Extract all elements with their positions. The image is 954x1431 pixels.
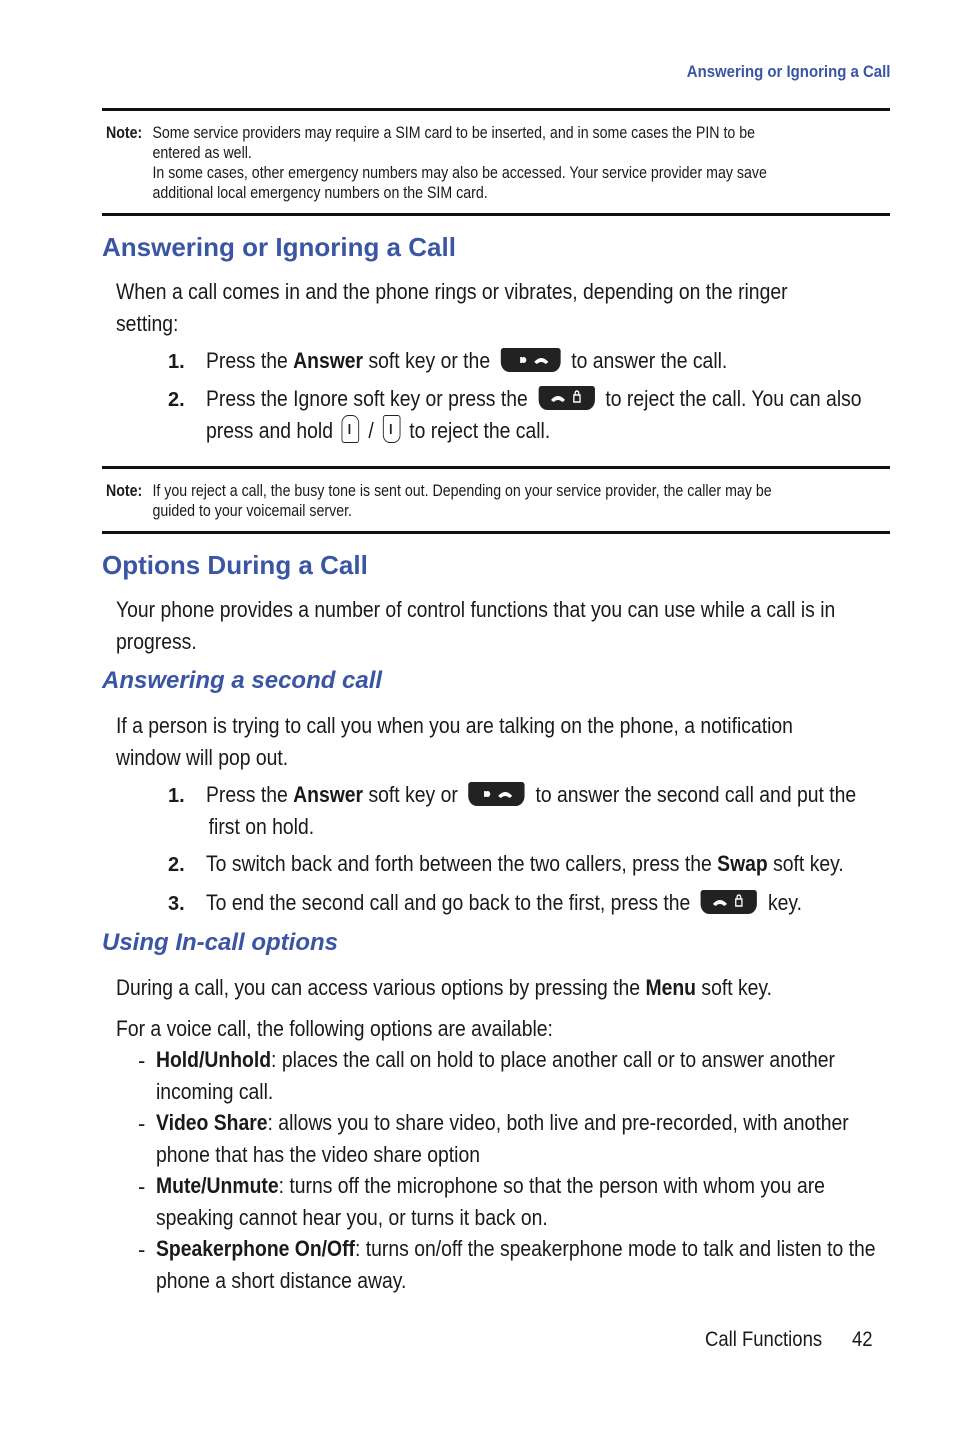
subheading-second-call: Answering a second call [102,667,383,694]
step-text: to reject the call. You can also [605,386,862,411]
step-text: Press the Ignore soft key or press the [206,386,528,411]
note-text: Some service providers may require a SIM card to be inserted, and in some cases the PIN to be [152,124,756,142]
option-text: speaking cannot hear you, or turns it back on. [156,1205,548,1230]
menu-softkey-label: Menu [645,975,697,1000]
step-text: soft key or the [363,348,491,373]
intro-line: setting: [116,311,179,336]
running-header: Answering or Ignoring a Call [686,62,890,81]
answer-softkey-label: Answer [293,782,364,807]
option-term: Mute/Unmute [156,1173,279,1198]
body-text: soft key. [696,975,773,1000]
step-number: 2. [168,854,185,876]
step-answer-second [206,779,892,843]
step-swap [206,848,892,880]
note-label: Note: [106,124,143,142]
note-text: guided to your voicemail server. [152,502,352,520]
step-text: to reject the call. [409,418,551,443]
section-heading-answering: Answering or Ignoring a Call [102,232,456,262]
volume-down-side-key-icon [383,415,401,443]
swap-softkey-label: Swap [717,851,768,876]
section-intro [116,594,890,658]
note-text: In some cases, other emergency numbers may also be accessed. Your service provider may save [152,164,767,182]
step-text: / [368,418,374,443]
note-box-reject [106,481,884,521]
options-paragraph: For a voice call, the following options are available: [116,1016,553,1041]
step-text: To end the second call and go back to the first, press the [206,890,691,915]
step-text: To switch back and forth between the two callers, press the [206,851,718,876]
step-text: first on hold. [208,814,315,839]
option-text: : turns on/off the speakerphone mode to talk and listen to the [355,1236,876,1261]
bullet-dash: - [138,1174,146,1199]
page-number: 42 [852,1328,873,1351]
option-text: incoming call. [156,1079,274,1104]
option-speakerphone [156,1233,886,1297]
step-number: 1. [168,351,185,373]
note-label: Note: [106,482,143,500]
step-text: soft key or [363,782,458,807]
option-video-share [156,1107,886,1171]
intro-line: If a person is trying to call you when you are talking on the phone, a notification [116,713,793,738]
step-text: Press the [206,782,294,807]
section-intro [116,276,890,340]
intro-line: When a call comes in and the phone rings or vibrates, depending on the ringer [116,279,788,304]
note-bottom-rule [102,213,890,216]
footer-section-name: Call Functions [705,1328,823,1351]
note-text: additional local emergency numbers on the SIM card. [152,184,488,202]
step-number: 2. [168,389,185,411]
step-number: 1. [168,785,185,807]
end-key-icon [538,386,594,410]
option-mute [156,1170,886,1234]
bullet-dash: - [138,1048,146,1073]
step-number: 3. [168,893,185,915]
step-text: Press the [206,348,294,373]
intro-line: Your phone provides a number of control functions that you can use while a call is in [116,597,836,622]
volume-up-side-key-icon [342,415,360,443]
note-top-rule [102,466,890,469]
option-text: : places the call on hold to place another call or to answer another [271,1047,836,1072]
option-term: Speakerphone On/Off [156,1236,356,1261]
option-text: : allows you to share video, both live and pre-recorded, with another [267,1110,849,1135]
note-box-sim [106,123,884,203]
step-text: press and hold [206,418,334,443]
menu-paragraph [116,972,890,1004]
step-answer [206,345,892,377]
send-key-icon [468,782,524,806]
option-hold [156,1044,886,1108]
body-text: During a call, you can access various options by pressing the [116,975,646,1000]
note-text: If you reject a call, the busy tone is sent out. Depending on your service provider, the caller may be [152,482,772,500]
step-end-second [206,887,892,919]
note-text: entered as well. [152,144,252,162]
subheading-in-call-options: Using In-call options [102,929,339,956]
answer-softkey-label: Answer [293,348,364,373]
step-ignore [206,383,892,447]
note-top-rule [102,108,890,111]
section-heading-options: Options During a Call [102,550,368,580]
note-bottom-rule [102,531,890,534]
bullet-dash: - [138,1111,146,1136]
send-key-icon [501,348,561,372]
option-text: : turns off the microphone so that the person with whom you are [278,1173,825,1198]
bullet-dash: - [138,1237,146,1262]
intro-line: progress. [116,629,197,654]
step-text: key. [767,890,803,915]
option-text: phone that has the video share option [156,1142,480,1167]
subsection-intro [116,710,890,774]
end-key-icon [701,890,757,914]
step-text: to answer the call. [571,348,728,373]
step-text: soft key. [767,851,844,876]
option-term: Video Share [156,1110,268,1135]
option-term: Hold/Unhold [156,1047,272,1072]
intro-line: window will pop out. [116,745,289,770]
step-text: to answer the second call and put the [535,782,857,807]
option-text: phone a short distance away. [156,1268,407,1293]
